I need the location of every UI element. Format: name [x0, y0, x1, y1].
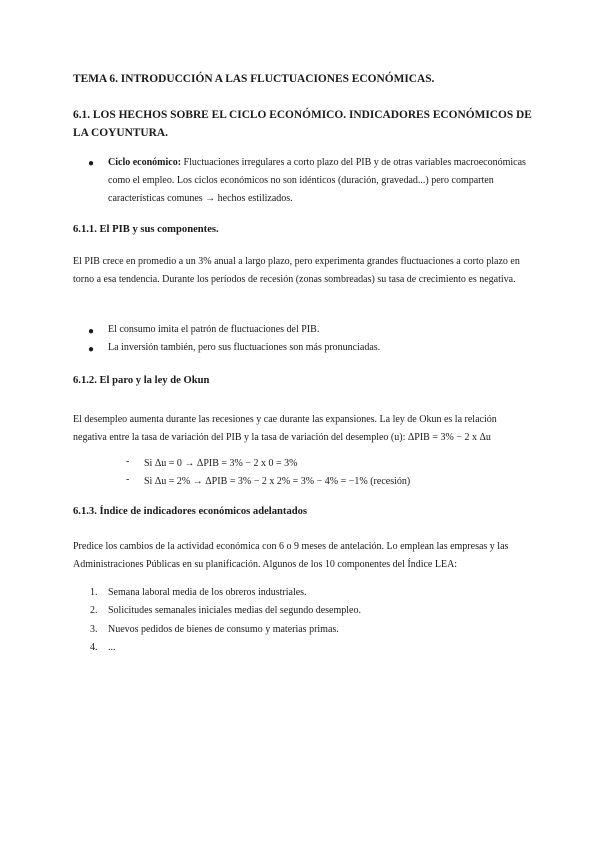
list-item: Nuevos pedidos de bienes de consumo y materias primas.: [108, 624, 339, 635]
list-item: Semana laboral media de los obreros industriales.: [108, 587, 307, 598]
section-6-1-3-paragraph: Predice los cambios de la actividad económica con 6 o 9 meses de antelación. Lo emplean las empresas y las Administraciones Públicas en su planificación. Algunos de los 10 componentes del Índice LEA:: [73, 541, 509, 570]
list-number: 3.: [90, 624, 98, 635]
dash-marker: -: [126, 456, 130, 467]
okun-example-1: Si Δu = 0 → ΔPIB = 3% − 2 x 0 = 3%: [144, 458, 298, 469]
list-item: Solicitudes semanales iniciales medias del segundo desempleo.: [108, 605, 361, 616]
list-number: 4.: [90, 642, 98, 653]
section-6-1-2-paragraph: El desempleo aumenta durante las recesiones y cae durante las expansiones. La ley de Okun es la relación negativa entre la tasa de variación del PIB y la tasa de variación del desempleo (u): ΔPIB = 3% − 2 x Δu: [73, 414, 497, 443]
okun-example-2: Si Δu = 2% → ΔPIB = 3% − 2 x 2% = 3% − 4% = −1% (recesión): [144, 476, 411, 487]
ciclo-economico-term: Ciclo económico:: [108, 157, 182, 168]
bullet-marker: ●: [88, 158, 95, 169]
list-number: 2.: [90, 605, 98, 616]
section-6-1-heading: 6.1. LOS HECHOS SOBRE EL CICLO ECONÓMICO. INDICADORES ECONÓMICOS DE LA COYUNTURA.: [73, 109, 532, 139]
ciclo-economico-bullet: [108, 154, 528, 208]
section-6-1-1-heading: 6.1.1. El PIB y sus componentes.: [73, 224, 219, 235]
ciclo-economico-definition: Fluctuaciones irregulares a corto plazo del PIB y de otras variables macroeconómicas como el empleo. Los ciclos económicos no son idénticos (duración, gravedad...) pero comparten características comunes → hechos estilizados.: [108, 157, 526, 204]
bullet-marker: ●: [88, 326, 95, 337]
section-6-1-2-heading: 6.1.2. El paro y la ley de Okun: [73, 375, 210, 386]
dash-marker: -: [126, 474, 130, 485]
list-item: El consumo imita el patrón de fluctuaciones del PIB.: [108, 324, 320, 335]
section-6-1-1-paragraph: El PIB crece en promedio a un 3% anual a largo plazo, pero experimenta grandes fluctuaciones a corto plazo en torno a esa tendencia. Durante los períodos de recesión (zonas sombreadas) su tasa de crecimiento es negativa.: [73, 256, 520, 285]
list-number: 1.: [90, 587, 98, 598]
list-item: La inversión también, pero sus fluctuaciones son más pronunciadas.: [108, 342, 381, 353]
bullet-marker: ●: [88, 344, 95, 355]
list-item: ...: [108, 642, 116, 653]
section-6-1-3-heading: 6.1.3. Índice de indicadores económicos adelantados: [73, 506, 308, 517]
document-title: TEMA 6. INTRODUCCIÓN A LAS FLUCTUACIONES ECONÓMICAS.: [73, 73, 435, 85]
